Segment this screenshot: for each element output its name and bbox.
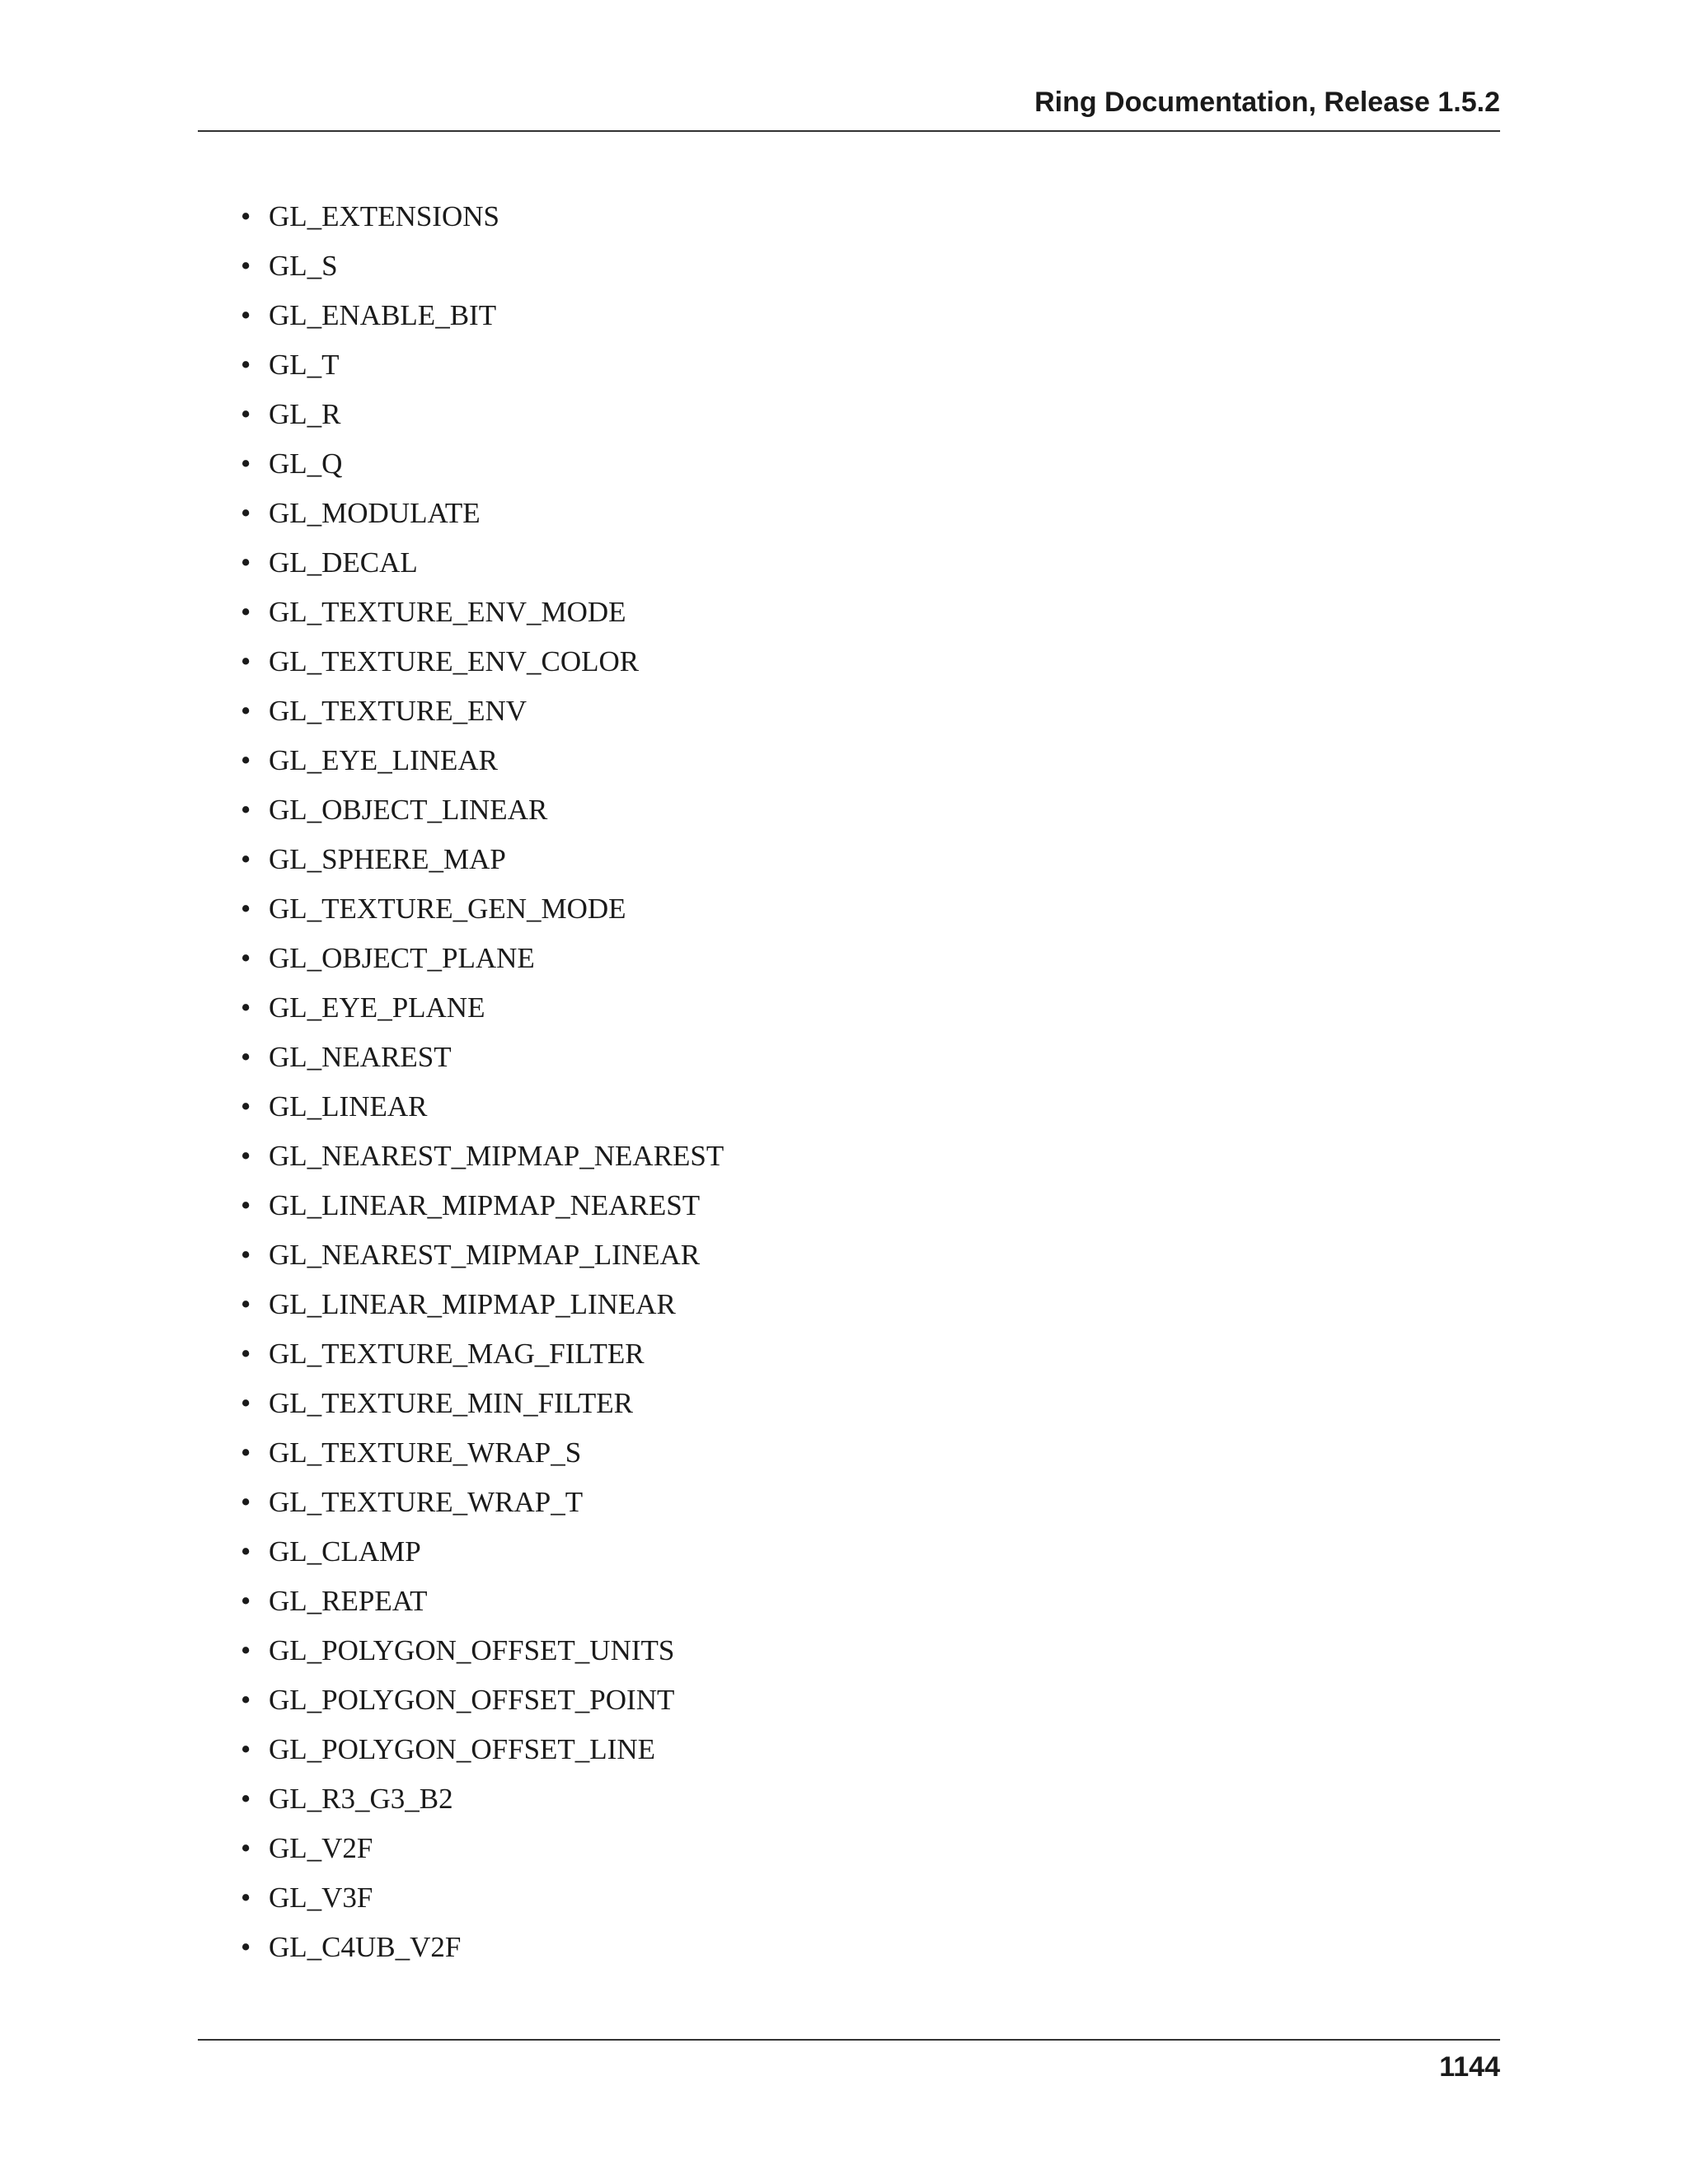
list-item [239,888,724,938]
list-item-text: GL_NEAREST [269,1041,452,1073]
bullet-icon: • [241,1832,251,1864]
list-item [239,1185,724,1235]
list-item-text: GL_V2F [269,1832,373,1864]
bullet-icon: • [241,1090,251,1122]
list-item [239,938,724,987]
bullet-icon: • [241,596,251,628]
bullet-icon: • [241,893,251,925]
bullet-icon: • [241,744,251,776]
list-item-text: GL_V3F [269,1882,373,1914]
list-item [239,592,724,641]
list-item [239,295,724,344]
list-item-text: GL_EYE_LINEAR [269,744,499,776]
list-item [239,1235,724,1284]
bullet-icon: • [241,398,251,430]
list-item [239,1779,724,1828]
bullet-icon: • [241,546,251,579]
header-title: Ring Documentation, Release 1.5.2 [1034,87,1500,118]
bullet-icon: • [241,250,251,282]
list-item-text: GL_TEXTURE_ENV [269,695,528,727]
list-item-text: GL_LINEAR_MIPMAP_NEAREST [269,1189,701,1221]
list-item-text: GL_LINEAR [269,1090,428,1122]
list-item-text: GL_SPHERE_MAP [269,843,506,875]
bullet-icon: • [241,1585,251,1617]
list-item [239,790,724,839]
bullet-icon: • [241,1783,251,1815]
list-item-text: GL_MODULATE [269,497,481,529]
list-item-text: GL_TEXTURE_WRAP_S [269,1436,582,1469]
list-item-text: GL_NEAREST_MIPMAP_LINEAR [269,1239,701,1271]
bullet-icon: • [241,1882,251,1914]
list-item-text: GL_TEXTURE_ENV_MODE [269,596,626,628]
list-item [239,1482,724,1531]
list-item [239,246,724,295]
list-item-text: GL_POLYGON_OFFSET_LINE [269,1733,655,1765]
bullet-icon: • [241,349,251,381]
list-item [239,691,724,740]
bullet-icon: • [241,843,251,875]
bullet-icon: • [241,1189,251,1221]
bullet-icon: • [241,794,251,826]
bullet-icon: • [241,448,251,480]
list-item-text: GL_LINEAR_MIPMAP_LINEAR [269,1288,676,1320]
list-item-text: GL_EXTENSIONS [269,200,499,232]
bullet-icon: • [241,942,251,974]
list-item [239,196,724,246]
list-item [239,1284,724,1333]
list-item [239,987,724,1037]
list-item [239,1086,724,1136]
list-item-text: GL_TEXTURE_MAG_FILTER [269,1338,645,1370]
list-item-text: GL_EYE_PLANE [269,991,485,1024]
list-item [239,1927,724,1976]
list-item-text: GL_C4UB_V2F [269,1931,462,1963]
list-item [239,394,724,443]
constant-list [239,196,724,1976]
list-item [239,344,724,394]
list-item [239,740,724,790]
list-item-text: GL_TEXTURE_WRAP_T [269,1486,584,1518]
bullet-icon: • [241,1931,251,1963]
list-item-text: GL_TEXTURE_ENV_COLOR [269,645,640,677]
bullet-icon: • [241,497,251,529]
list-item-text: GL_R3_G3_B2 [269,1783,453,1815]
bullet-icon: • [241,1041,251,1073]
list-item-text: GL_CLAMP [269,1535,421,1568]
list-item [239,1828,724,1877]
list-item [239,1680,724,1729]
list-item [239,1383,724,1432]
bullet-icon: • [241,299,251,331]
page-footer [198,2039,1500,2083]
bullet-icon: • [241,645,251,677]
list-item [239,1136,724,1185]
list-item [239,1877,724,1927]
list-item [239,493,724,542]
list-item-text: GL_TEXTURE_MIN_FILTER [269,1387,634,1419]
list-item-text: GL_POLYGON_OFFSET_POINT [269,1684,675,1716]
list-item-text: GL_POLYGON_OFFSET_UNITS [269,1634,675,1666]
list-item [239,1630,724,1680]
list-item-text: GL_ENABLE_BIT [269,299,497,331]
list-item [239,1432,724,1482]
list-item [239,839,724,888]
bullet-icon: • [241,1140,251,1172]
list-item-text: GL_TEXTURE_GEN_MODE [269,893,626,925]
list-item [239,1531,724,1581]
bullet-icon: • [241,1387,251,1419]
list-item-text: GL_Q [269,448,343,480]
list-item-text: GL_OBJECT_LINEAR [269,794,548,826]
bullet-icon: • [241,200,251,232]
bullet-icon: • [241,1486,251,1518]
bullet-icon: • [241,695,251,727]
bullet-icon: • [241,1338,251,1370]
list-item-text: GL_OBJECT_PLANE [269,942,535,974]
list-item [239,1729,724,1779]
list-item-text: GL_DECAL [269,546,418,579]
list-item [239,1333,724,1383]
list-item [239,1581,724,1630]
list-item-text: GL_S [269,250,338,282]
list-item [239,542,724,592]
bullet-icon: • [241,1239,251,1271]
list-item-text: GL_T [269,349,340,381]
bullet-icon: • [241,1733,251,1765]
page-number: 1144 [1439,2051,1500,2083]
bullet-icon: • [241,1634,251,1666]
bullet-icon: • [241,1436,251,1469]
bullet-icon: • [241,1684,251,1716]
list-item [239,1037,724,1086]
list-item [239,443,724,493]
page-header [198,86,1500,132]
list-item-text: GL_REPEAT [269,1585,428,1617]
bullet-icon: • [241,1288,251,1320]
list-item [239,641,724,691]
list-item-text: GL_R [269,398,341,430]
list-item-text: GL_NEAREST_MIPMAP_NEAREST [269,1140,724,1172]
bullet-icon: • [241,991,251,1024]
bullet-icon: • [241,1535,251,1568]
